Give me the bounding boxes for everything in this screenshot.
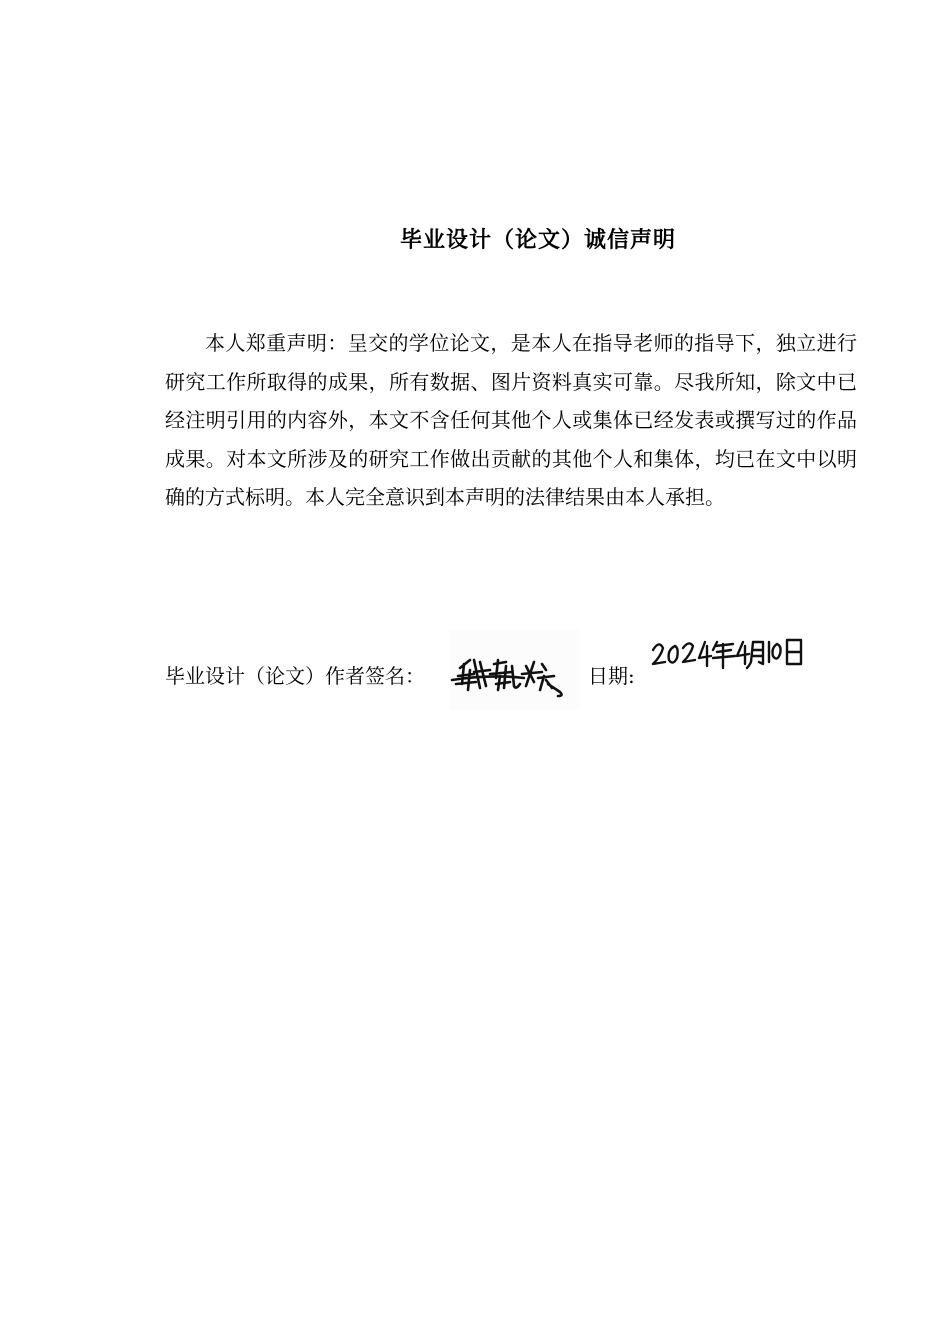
- handwritten-date: [649, 632, 809, 682]
- declaration-title: 毕业设计（论文）诚信声明: [399, 228, 676, 253]
- date-label: 日期:: [588, 664, 635, 688]
- declaration-paragraph: 本人郑重声明：呈交的学位论文，是本人在指导老师的指导下，独立进行研究工作所取得的成果，所有数据、图片资料真实可靠。尽我所知，除文中已经注明引用的内容外，本文不含任何其他个人或集体已经发表或撰写过的作品成果。对本文所涉及的研究工作做出贡献的其他个人和集体，均已在文中以明确的方式标明。本人完全意识到本声明的法律结果由本人承担。: [165, 331, 857, 509]
- author-signature-label: 毕业设计（论文）作者签名：: [165, 664, 425, 688]
- handwritten-signature: [450, 630, 580, 710]
- signature-row: [165, 660, 857, 700]
